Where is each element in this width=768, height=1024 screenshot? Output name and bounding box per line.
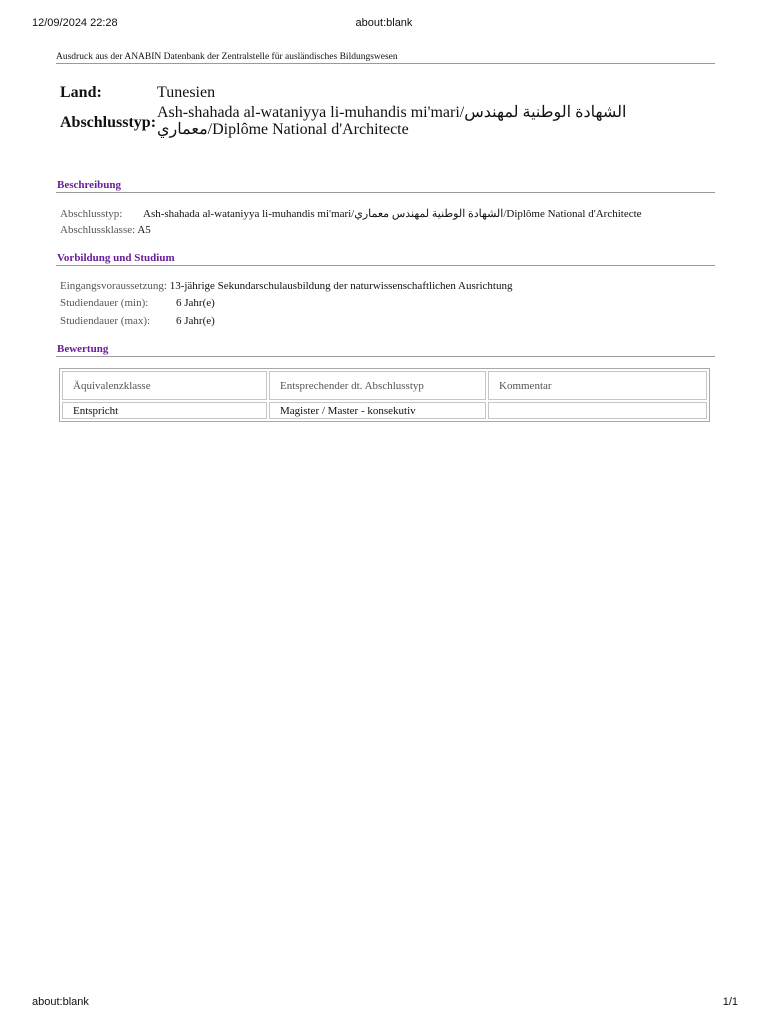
table-cell-abschlusstyp: Magister / Master - konsekutiv <box>269 402 486 419</box>
print-footer-url: about:blank <box>32 996 89 1008</box>
section-divider <box>56 192 715 193</box>
studiendauer-max-row <box>60 315 215 327</box>
header-divider <box>56 63 715 64</box>
beschreibung-klasse-row <box>60 224 151 236</box>
section-title-beschreibung: Beschreibung <box>57 179 121 191</box>
studiendauer-min-value: 6 Jahr(e) <box>176 297 215 309</box>
table-cell-kommentar <box>488 402 707 419</box>
source-line: Ausdruck aus der ANABIN Datenbank der Zentralstelle für ausländisches Bildungswesen <box>56 52 398 62</box>
table-header-row <box>62 371 707 400</box>
table-cell-aequivalenzklasse: Entspricht <box>62 402 267 419</box>
column-header-aequivalenzklasse: Äquivalenzklasse <box>62 371 267 400</box>
eingang-label: Eingangsvoraussetzung: <box>60 280 167 292</box>
column-header-abschlusstyp: Entsprechender dt. Abschlusstyp <box>269 371 486 400</box>
land-label: Land: <box>60 84 102 101</box>
land-value: Tunesien <box>157 84 216 101</box>
abschlusstyp-value: Ash-shahada al-wataniyya li-muhandis mi'mari/الشهادة الوطنية لمهندس معماري/Diplôme National d'Architecte <box>143 208 642 220</box>
print-header-url: about:blank <box>355 17 413 29</box>
abschlussklasse-value: A5 <box>137 224 151 236</box>
abschlusstyp-label: Abschlusstyp: <box>60 208 123 220</box>
degree-value: Ash-shahada al-wataniyya li-muhandis mi'mari/الشهادة الوطنية لمهندس معماري/Diplôme National d'Architecte <box>157 104 627 138</box>
print-timestamp: 12/09/2024 22:28 <box>32 17 118 29</box>
abschlussklasse-label: Abschlussklasse: <box>60 224 136 236</box>
section-divider <box>56 356 715 357</box>
studiendauer-max-label: Studiendauer (max): <box>60 315 151 327</box>
section-title-vorbildung: Vorbildung und Studium <box>57 252 175 264</box>
eingang-value: 13-jährige Sekundarschulausbildung der naturwissenschaftlichen Ausrichtung <box>169 280 513 292</box>
studiendauer-min-label: Studiendauer (min): <box>60 297 149 309</box>
studiendauer-max-value: 6 Jahr(e) <box>176 315 215 327</box>
studiendauer-min-row <box>60 297 215 309</box>
section-divider <box>56 265 715 266</box>
print-page-indicator: 1/1 <box>722 996 738 1008</box>
table-row <box>62 402 707 419</box>
degree-label: Abschlusstyp: <box>60 114 157 131</box>
section-title-bewertung: Bewertung <box>57 343 109 355</box>
beschreibung-abschlusstyp-row <box>60 207 642 220</box>
eingangsvoraussetzung-row <box>60 280 512 292</box>
column-header-kommentar: Kommentar <box>488 371 707 400</box>
bewertung-table <box>59 368 710 422</box>
